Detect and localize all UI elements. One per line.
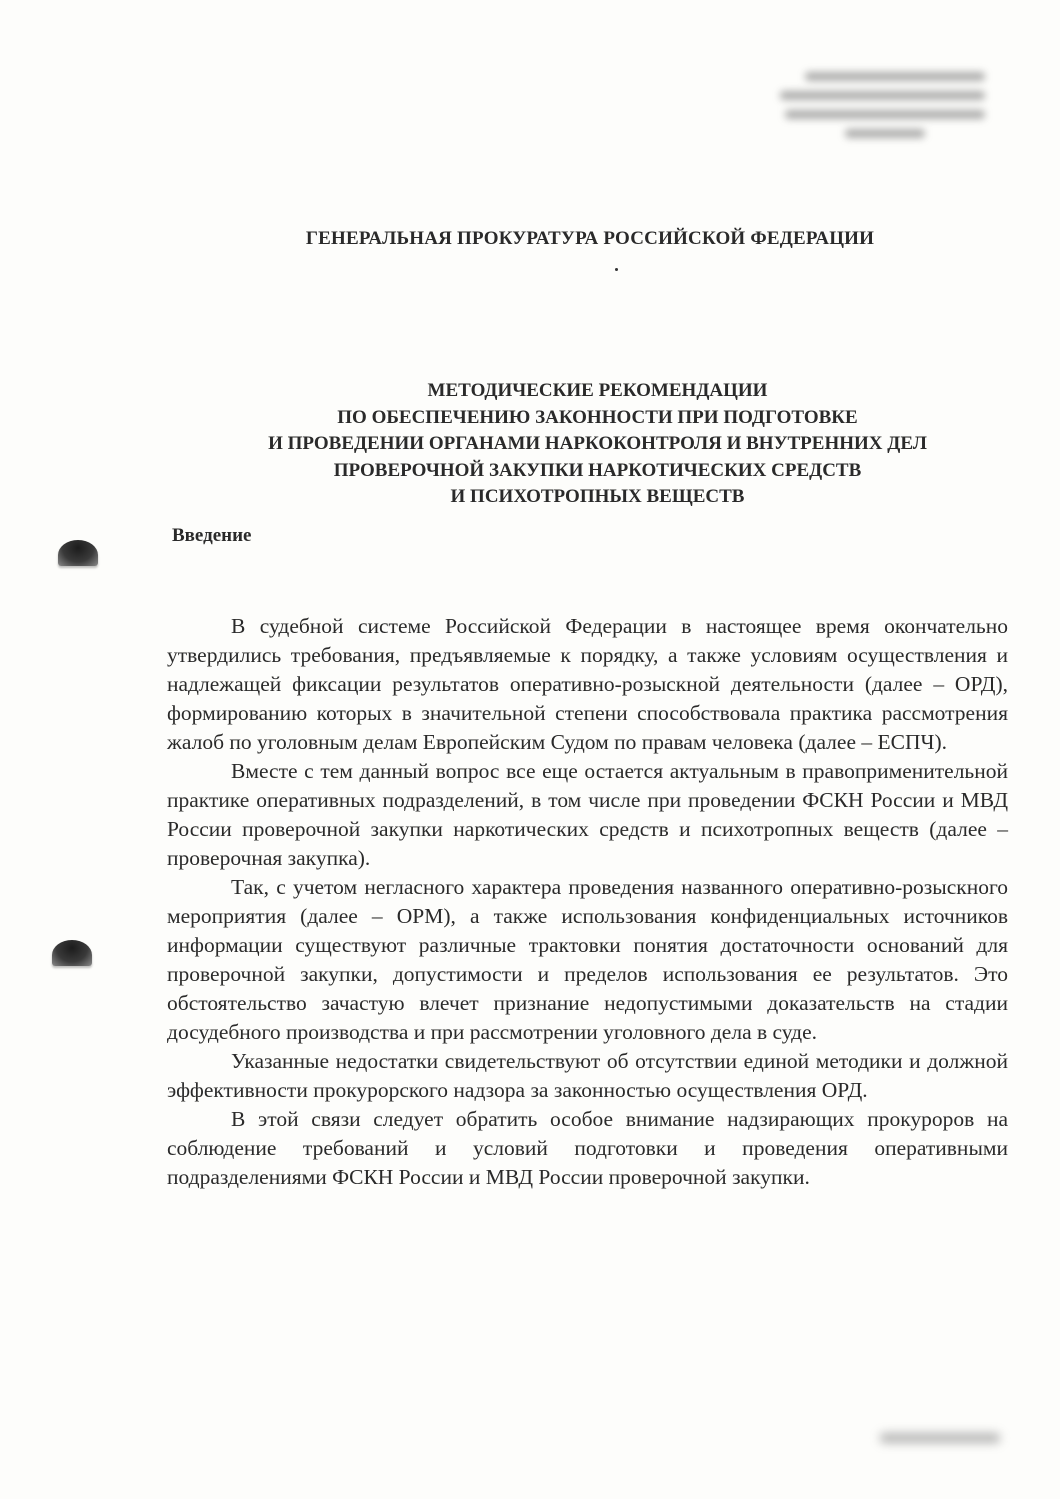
paragraph: Указанные недостатки свидетельствуют об отсутствии единой методики и должной эффективности прокурорского надзора за законностью осуществления ОРД. (167, 1049, 1008, 1102)
title-line: МЕТОДИЧЕСКИЕ РЕКОМЕНДАЦИИ (427, 380, 768, 401)
redacted-footer (880, 1427, 1010, 1449)
punch-hole-top (58, 540, 98, 566)
section-heading: Введение (172, 525, 252, 546)
body-text (167, 612, 1008, 1192)
paragraph: В этой связи следует обратить особое внимание надзирающих прокуроров на соблюдение требований и условий подготовки и проведения оперативными подразделениями ФСКН России и МВД России проверочной закупки. (167, 1107, 1008, 1189)
document-title (0, 378, 1060, 511)
redacted-stamp (770, 62, 985, 158)
stray-dot (615, 268, 618, 271)
title-line: ПО ОБЕСПЕЧЕНИЮ ЗАКОННОСТИ ПРИ ПОДГОТОВКЕ (337, 406, 858, 428)
title-line: И ПРОВЕДЕНИИ ОРГАНАМИ НАРКОКОНТРОЛЯ И ВНУТРЕННИХ ДЕЛ (268, 433, 927, 454)
title-line: ПРОВЕРОЧНОЙ ЗАКУПКИ НАРКОТИЧЕСКИХ СРЕДСТВ (333, 459, 862, 481)
paragraph: В судебной системе Российской Федерации в настоящее время окончательно утвердились требования, предъявляемые к порядку, а также условиям осуществления и надлежащей фиксации результатов оперативно-розыскной деятельности (далее – ОРД), формированию которых в значительной степени способствовала практика рассмотрения жалоб по уголовным делам Европейским Судом по правам человека (далее – ЕСПЧ). (167, 614, 1008, 754)
paragraph: Вместе с тем данный вопрос все еще остается актуальным в правоприменительной практике оперативных подразделений, в том числе при проведении ФСКН России и МВД России проверочной закупки наркотических средств и психотропных веществ (далее – проверочная закупка). (167, 759, 1008, 870)
punch-hole-bottom (52, 940, 92, 966)
title-line: И ПСИХОТРОПНЫХ ВЕЩЕСТВ (450, 486, 745, 507)
paragraph: Так, с учетом негласного характера проведения названного оперативно-розыскного мероприятия (далее – ОРМ), а также использования конфиденциальных источников информации существуют различные трактовки понятия достаточности оснований для проверочной закупки, допустимости и пределов использования ее результатов. Это обстоятельство зачастую влечет признание недопустимыми доказательств на стадии досудебного производства и при рассмотрении уголовного дела в суде. (167, 875, 1008, 1044)
organization-title: ГЕНЕРАЛЬНАЯ ПРОКУРАТУРА РОССИЙСКОЙ ФЕДЕРАЦИИ (305, 228, 875, 249)
